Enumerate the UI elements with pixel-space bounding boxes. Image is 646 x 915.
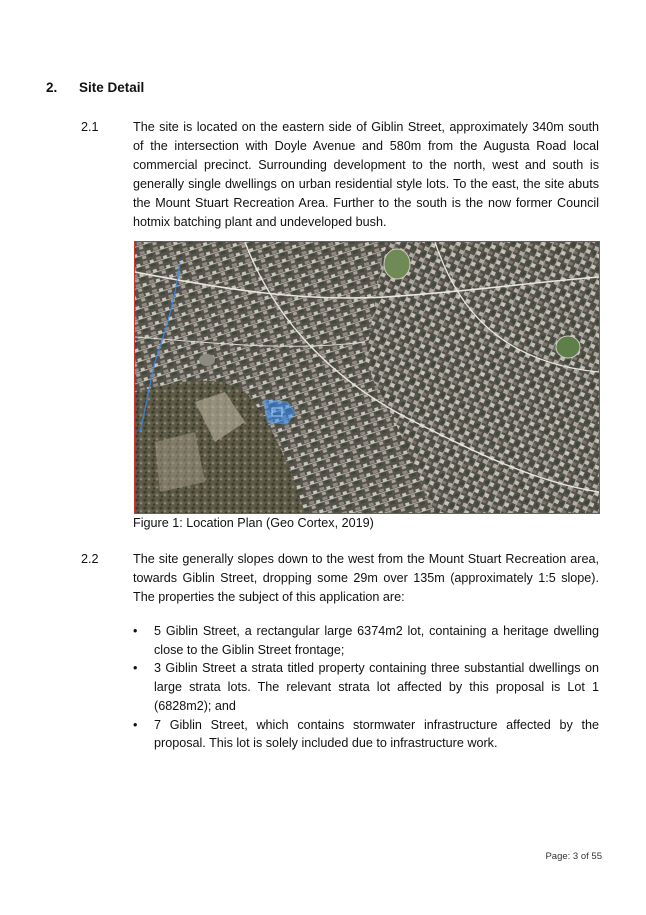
list-item-text: 5 Giblin Street, a rectangular large 6374m2 lot, containing a heritage dwelling close to the Giblin Street frontage;	[154, 624, 599, 657]
bullet-marker: •	[133, 624, 138, 638]
page-number: Page: 3 of 55	[545, 851, 602, 862]
paragraph-number-2-2: 2.2	[81, 552, 99, 566]
bullet-marker: •	[133, 717, 138, 732]
list-item-text: 3 Giblin Street a strata titled property containing three substantial dwellings on large strata lots. The relevant strata lot affected by this proposal is Lot 1 (6828m2); and	[154, 661, 599, 713]
list-item-text: 7 Giblin Street, which contains stormwater infrastructure affected by the proposal. This lot is solely included due to infrastructure work.	[154, 717, 599, 751]
paragraph-number-2-1: 2.1	[81, 120, 99, 134]
section-number: 2.	[46, 80, 58, 95]
list-item	[133, 622, 599, 659]
section-heading	[46, 80, 144, 95]
paragraph-2-2: The site generally slopes down to the west from the Mount Stuart Recreation area, towards Giblin Street, dropping some 29m over 135m (approximately 1:5 slope). The properties the subject of this application are:	[133, 552, 599, 604]
list-item	[133, 716, 599, 753]
figure-caption: Figure 1: Location Plan (Geo Cortex, 2019)	[133, 516, 374, 530]
section-title: Site Detail	[79, 80, 145, 95]
location-plan-figure	[134, 241, 600, 514]
bullet-marker: •	[133, 661, 138, 676]
aerial-photo	[135, 242, 599, 513]
list-item	[133, 659, 599, 715]
property-list	[133, 622, 599, 753]
paragraph-2-1: The site is located on the eastern side of Giblin Street, approximately 340m south of the intersection with Doyle Avenue and 580m from the Augusta Road local commercial precinct. Surrounding development to the north, west and south is generally single dwellings on urban residential style lots. To the east, the site abuts the Mount Stuart Recreation Area. Further to the south is the now former Council hotmix batching plant and undeveloped bush.	[133, 120, 599, 229]
